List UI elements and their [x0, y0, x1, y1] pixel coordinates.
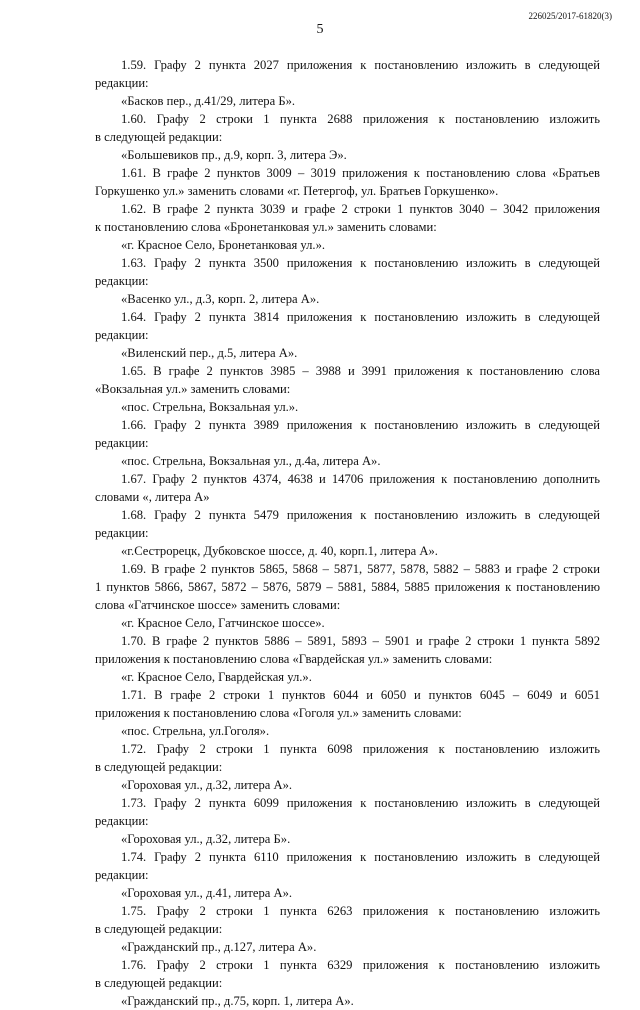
text-line: «Гражданский пр., д.75, корп. 1, литера А».: [121, 994, 354, 1008]
text-line: 1 пунктов 5866, 5867, 5872 – 5876, 5879 – 5881, 5884, 5885 приложения к постановлению: [95, 580, 600, 594]
text-line: 1.70. В графе 2 пунктов 5886 – 5891, 5893 – 5901 и графе 2 строки 1 пункта 5892: [121, 634, 600, 648]
document-id: 226025/2017-61820(3): [528, 11, 612, 21]
text-line: редакции:: [95, 868, 149, 882]
text-line: в следующей редакции:: [95, 976, 223, 990]
text-line: редакции:: [95, 814, 149, 828]
text-line: «г. Красное Село, Гвардейская ул.».: [121, 670, 312, 684]
text-line: «Гороховая ул., д.32, литера Б».: [121, 832, 291, 846]
text-line: 1.76. Графу 2 строки 1 пункта 6329 приложения к постановлению изложить: [121, 958, 600, 972]
text-line: «пос. Стрельна, Вокзальная ул.».: [121, 400, 299, 414]
text-line: «Гороховая ул., д.41, литера А».: [121, 886, 293, 900]
text-line: 1.65. В графе 2 пунктов 3985 – 3988 и 3991 приложения к постановлению слова: [121, 364, 600, 378]
text-line: «пос. Стрельна, ул.Гоголя».: [121, 724, 270, 738]
text-line: к постановлению слова «Бронетанковая ул.» заменить словами:: [95, 220, 437, 234]
text-line: редакции:: [95, 436, 149, 450]
text-line: «Гражданский пр., д.127, литера А».: [121, 940, 317, 954]
text-line: приложения к постановлению слова «Гоголя ул.» заменить словами:: [95, 706, 462, 720]
text-line: 1.75. Графу 2 строки 1 пункта 6263 приложения к постановлению изложить: [121, 904, 600, 918]
text-line: в следующей редакции:: [95, 922, 223, 936]
text-line: «Вокзальная ул.» заменить словами:: [95, 382, 291, 396]
text-line: в следующей редакции:: [95, 130, 223, 144]
text-line: Горкушенко ул.» заменить словами «г. Петергоф, ул. Братьев Горкушенко».: [95, 184, 499, 198]
text-line: 1.66. Графу 2 пункта 3989 приложения к постановлению изложить в следующей: [121, 418, 600, 432]
text-line: 1.74. Графу 2 пункта 6110 приложения к постановлению изложить в следующей: [121, 850, 600, 864]
text-line: 1.67. Графу 2 пунктов 4374, 4638 и 14706 приложения к постановлению дополнить: [121, 472, 600, 486]
text-line: 1.59. Графу 2 пункта 2027 приложения к постановлению изложить в следующей: [121, 58, 600, 72]
text-line: «пос. Стрельна, Вокзальная ул., д.4а, литера А».: [121, 454, 381, 468]
text-line: 1.64. Графу 2 пункта 3814 приложения к постановлению изложить в следующей: [121, 310, 600, 324]
text-line: «г. Красное Село, Гатчинское шоссе».: [121, 616, 325, 630]
text-line: 1.60. Графу 2 строки 1 пункта 2688 приложения к постановлению изложить: [121, 112, 600, 126]
text-line: «Басков пер., д.41/29, литера Б».: [121, 94, 296, 108]
text-line: 1.61. В графе 2 пунктов 3009 – 3019 приложения к постановлению слова «Братьев: [121, 166, 600, 180]
text-line: редакции:: [95, 526, 149, 540]
page-number: 5: [316, 22, 324, 37]
text-line: «Васенко ул., д.3, корп. 2, литера А».: [121, 292, 320, 306]
text-line: приложения к постановлению слова «Гвардейская ул.» заменить словами:: [95, 652, 493, 666]
text-line: в следующей редакции:: [95, 760, 223, 774]
text-line: «Гороховая ул., д.32, литера А».: [121, 778, 293, 792]
text-line: 1.63. Графу 2 пункта 3500 приложения к постановлению изложить в следующей: [121, 256, 600, 270]
text-line: 1.72. Графу 2 строки 1 пункта 6098 приложения к постановлению изложить: [121, 742, 600, 756]
text-line: 1.71. В графе 2 строки 1 пунктов 6044 и 6050 и пунктов 6045 – 6049 и 6051: [121, 688, 600, 702]
text-line: 1.73. Графу 2 пункта 6099 приложения к постановлению изложить в следующей: [121, 796, 600, 810]
text-line: «г. Красное Село, Бронетанковая ул.».: [121, 238, 326, 252]
text-line: 1.62. В графе 2 пункта 3039 и графе 2 строки 1 пунктов 3040 – 3042 приложения: [121, 202, 600, 216]
text-line: словами «, литера А»: [95, 490, 210, 504]
text-line: редакции:: [95, 76, 149, 90]
document-body: [95, 56, 600, 1010]
text-line: 1.69. В графе 2 пунктов 5865, 5868 – 5871, 5877, 5878, 5882 – 5883 и графе 2 строки: [121, 562, 600, 576]
text-line: «г.Сестрорецк, Дубковское шоссе, д. 40, корп.1, литера А».: [121, 544, 438, 558]
text-line: редакции:: [95, 328, 149, 342]
text-line: 1.68. Графу 2 пункта 5479 приложения к постановлению изложить в следующей: [121, 508, 600, 522]
text-line: слова «Гатчинское шоссе» заменить словами:: [95, 598, 341, 612]
text-line: «Виленский пер., д.5, литера А».: [121, 346, 298, 360]
text-line: редакции:: [95, 274, 149, 288]
text-line: «Большевиков пр., д.9, корп. 3, литера Э».: [121, 148, 347, 162]
